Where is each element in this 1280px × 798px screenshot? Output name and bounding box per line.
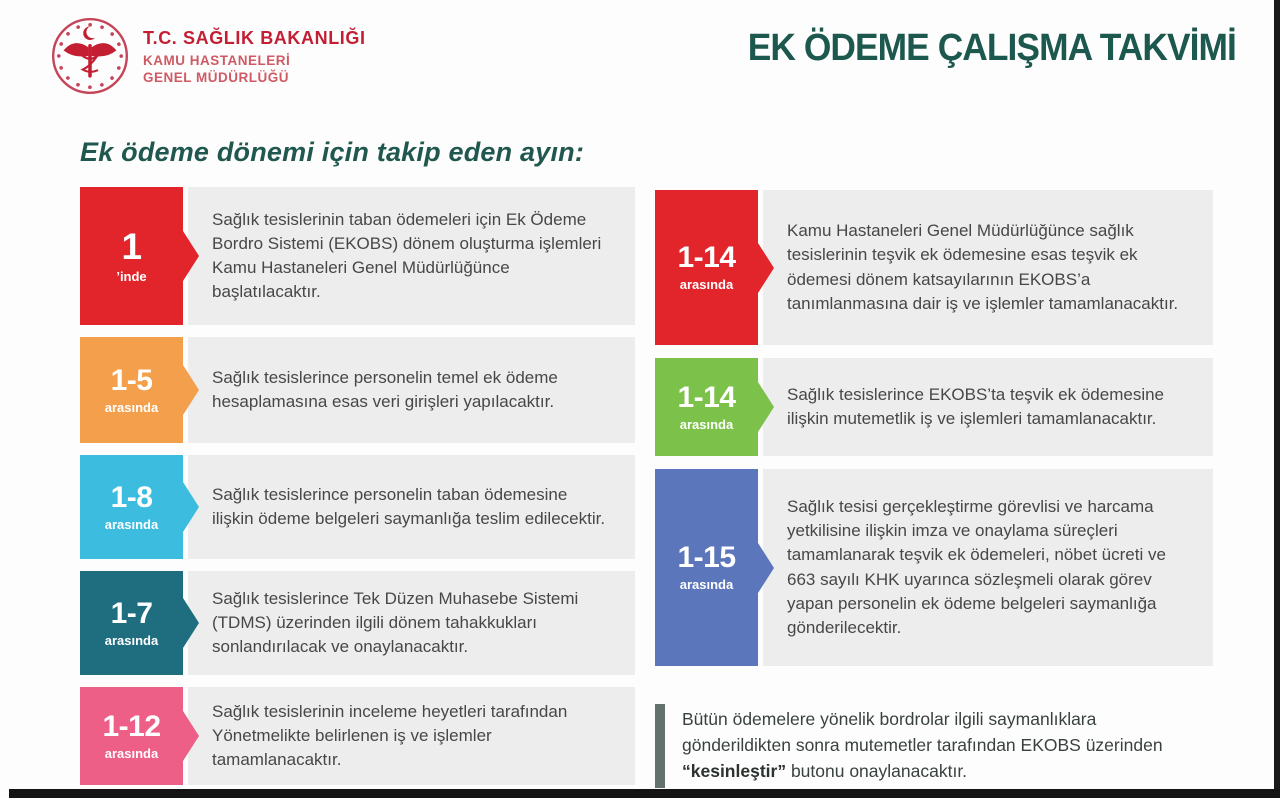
date-badge-value: 1-14	[677, 380, 736, 414]
date-badge-value: 1-5	[110, 363, 153, 397]
date-badge-suffix: ’inde	[116, 269, 147, 284]
scan-edge-bottom	[9, 789, 1280, 798]
schedule-item	[80, 337, 635, 443]
schedule-column-right	[655, 190, 1213, 788]
date-badge	[80, 455, 183, 559]
date-badge-suffix: arasında	[104, 516, 159, 532]
schedule-item	[80, 187, 635, 325]
subtitle: Ek ödeme dönemi için takip eden ayın:	[80, 137, 585, 167]
header	[50, 16, 366, 96]
date-badge	[80, 337, 183, 443]
schedule-item-text: Sağlık tesislerinin taban ödemeleri için Ek Ödeme Bordro Sistemi (EKOBS) dönem oluşturma işlemleri Kamu Hastaneleri Genel Müdürlüğünce başlatılacaktır.	[188, 187, 635, 325]
footer-note-text: Bütün ödemelere yönelik bordrolar ilgili saymanlıklara gönderildikten sonra mutemetler tarafından EKOBS üzerinden	[682, 709, 1163, 755]
schedule-grid	[80, 187, 1213, 788]
ministry-name: T.C. SAĞLIK BAKANLIĞI	[143, 27, 366, 48]
ministry-logo-text	[143, 28, 366, 85]
schedule-item	[655, 469, 1213, 666]
schedule-item	[655, 358, 1213, 456]
date-badge-suffix: arasında	[104, 399, 159, 415]
date-badge-suffix: arasında	[679, 277, 734, 292]
schedule-item-text: Kamu Hastaneleri Genel Müdürlüğünce sağlık tesislerinin teşvik ek ödemesine esas teşvik ek ödemesi dönem katsayılarının EKOBS’a tanımlanmasına dair iş ve işlemler tamamlanacaktır.	[763, 190, 1213, 345]
ministry-emblem-icon	[50, 16, 130, 96]
schedule-item	[80, 455, 635, 559]
schedule-item	[80, 687, 635, 785]
schedule-item-text: Sağlık tesislerinin inceleme heyetleri tarafından Yönetmelikte belirlenen iş ve işlemler tamamlanacaktır.	[188, 687, 635, 785]
date-badge-value: 1-12	[102, 709, 161, 743]
date-badge	[80, 687, 183, 785]
department-line1: KAMU HASTANELERİ	[143, 52, 291, 68]
schedule-item-text: Sağlık tesislerince EKOBS’ta teşvik ek ödemesine ilişkin mutemetlik iş ve işlemleri tamamlanacaktır.	[763, 358, 1213, 456]
date-badge-value: 1	[121, 226, 142, 267]
schedule-item	[655, 190, 1213, 345]
schedule-item-text: Sağlık tesislerince Tek Düzen Muhasebe Sistemi (TDMS) üzerinden ilgili dönem tahakkukları sonlandırılacak ve onaylanacaktır.	[188, 571, 635, 675]
footer-note-text-after: butonu onaylanacaktır.	[786, 760, 968, 781]
date-badge	[655, 469, 758, 666]
date-badge	[655, 358, 758, 456]
date-badge-value: 1-7	[110, 596, 153, 630]
date-badge	[80, 187, 183, 325]
date-badge	[80, 571, 183, 675]
department-line2: GENEL MÜDÜRLÜĞÜ	[143, 69, 290, 85]
date-badge-value: 1-15	[677, 541, 736, 574]
schedule-item	[80, 571, 635, 675]
schedule-item-text: Sağlık tesisi gerçekleştirme görevlisi ve harcama yetkilisine ilişkin imza ve onaylama süreçleri tamamlanarak teşvik ek ödemeleri, nöbet ücreti ve 663 sayılı KHK uyarınca sözleşmeli olarak görev yapan personelin ek ödeme belgeleri saymanlığa gönderilecektir.	[763, 469, 1213, 666]
footer-note-highlight: “kesinleştir”	[682, 760, 787, 781]
date-badge	[655, 190, 758, 345]
page-title: EK ÖDEME ÇALIŞMA TAKVİMİ	[747, 27, 1236, 69]
date-badge-suffix: arasında	[679, 416, 734, 432]
date-badge-suffix: arasında	[104, 745, 159, 761]
scan-edge-right	[1274, 0, 1280, 798]
date-badge-value: 1-14	[677, 241, 736, 274]
date-badge-value: 1-8	[110, 480, 153, 514]
date-badge-suffix: arasında	[104, 632, 159, 648]
footer-note	[655, 704, 1213, 788]
schedule-column-left	[80, 187, 635, 788]
schedule-item-text: Sağlık tesislerince personelin temel ek ödeme hesaplamasına esas veri girişleri yapılacaktır.	[188, 337, 635, 443]
date-badge-suffix: arasında	[679, 577, 734, 592]
schedule-item-text: Sağlık tesislerince personelin taban ödemesine ilişkin ödeme belgeleri saymanlığa teslim edilecektir.	[188, 455, 635, 559]
